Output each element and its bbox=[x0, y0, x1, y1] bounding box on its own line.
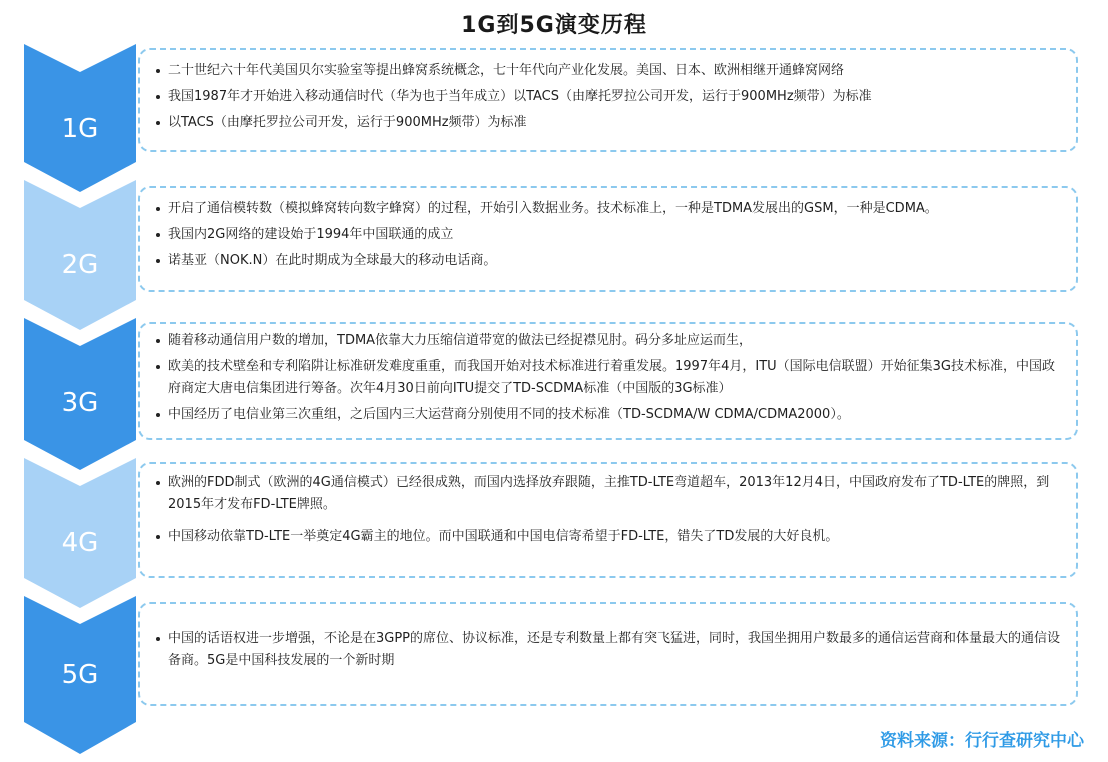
list-item: 中国经历了电信业第三次重组，之后国内三大运营商分别使用不同的技术标准（TD-SCDMA/W CDMA/CDMA2000）。 bbox=[156, 404, 1066, 426]
chevron-3g bbox=[24, 318, 136, 470]
chevron-1g bbox=[24, 44, 136, 192]
chevron-4g bbox=[24, 458, 136, 608]
generation-label-1g: 1G bbox=[61, 114, 99, 144]
generation-label-3g: 3G bbox=[61, 388, 99, 418]
chevron-5g bbox=[24, 596, 136, 754]
list-item: 以TACS（由摩托罗拉公司开发，运行于900MHz频带）为标准 bbox=[156, 112, 1066, 134]
chevron-2g bbox=[24, 180, 136, 330]
list-item: 诺基亚（NOK.N）在此时期成为全球最大的移动电话商。 bbox=[156, 250, 1066, 272]
card-5g bbox=[138, 602, 1078, 706]
card-2g bbox=[138, 186, 1078, 292]
generation-label-2g: 2G bbox=[61, 250, 99, 280]
list-item: 中国移动依靠TD-LTE一举奠定4G霸主的地位。而中国联通和中国电信寄希望于FD-LTE，错失了TD发展的大好良机。 bbox=[156, 526, 1066, 548]
list-item: 二十世纪六十年代美国贝尔实验室等提出蜂窝系统概念，七十年代向产业化发展。美国、日本、欧洲相继开通蜂窝网络 bbox=[156, 60, 1066, 82]
card-1g bbox=[138, 48, 1078, 152]
page-title: 1G到5G演变历程 bbox=[461, 13, 647, 38]
source-note: 资料来源：行行查研究中心 bbox=[880, 731, 1084, 751]
list-item: 中国的话语权进一步增强，不论是在3GPP的席位、协议标准，还是专利数量上都有突飞猛进，同时，我国坐拥用户数最多的通信运营商和体量最大的通信设备商。5G是中国科技发展的一个新时期 bbox=[156, 628, 1066, 672]
generation-label-5g: 5G bbox=[61, 660, 99, 690]
list-item: 开启了通信模转数（模拟蜂窝转向数字蜂窝）的过程，开始引入数据业务。技术标准上，一种是TDMA发展出的GSM，一种是CDMA。 bbox=[156, 198, 1066, 220]
card-3g bbox=[138, 322, 1078, 440]
card-4g bbox=[138, 462, 1078, 578]
generation-label-4g: 4G bbox=[61, 528, 99, 558]
list-item: 随着移动通信用户数的增加，TDMA依靠大力压缩信道带宽的做法已经捉襟见肘。码分多址应运而生， bbox=[156, 330, 1066, 352]
list-item: 我国1987年才开始进入移动通信时代（华为也于当年成立）以TACS（由摩托罗拉公司开发，运行于900MHz频带）为标准 bbox=[156, 86, 1066, 108]
list-item: 欧洲的FDD制式（欧洲的4G通信模式）已经很成熟，而国内选择放弃跟随，主推TD-LTE弯道超车，2013年12月4日，中国政府发布了TD-LTE的牌照，到2015年才发布FD-LTE牌照。 bbox=[156, 472, 1066, 516]
list-item: 欧美的技术壁垒和专利陷阱让标准研发难度重重，而我国开始对技术标准进行着重发展。1997年4月，ITU（国际电信联盟）开始征集3G技术标准，中国政府商定大唐电信集团进行筹备。次年4月30日前向ITU提交了TD-SCDMA标准（中国版的3G标准） bbox=[156, 356, 1066, 400]
list-item: 我国内2G网络的建设始于1994年中国联通的成立 bbox=[156, 224, 1066, 246]
